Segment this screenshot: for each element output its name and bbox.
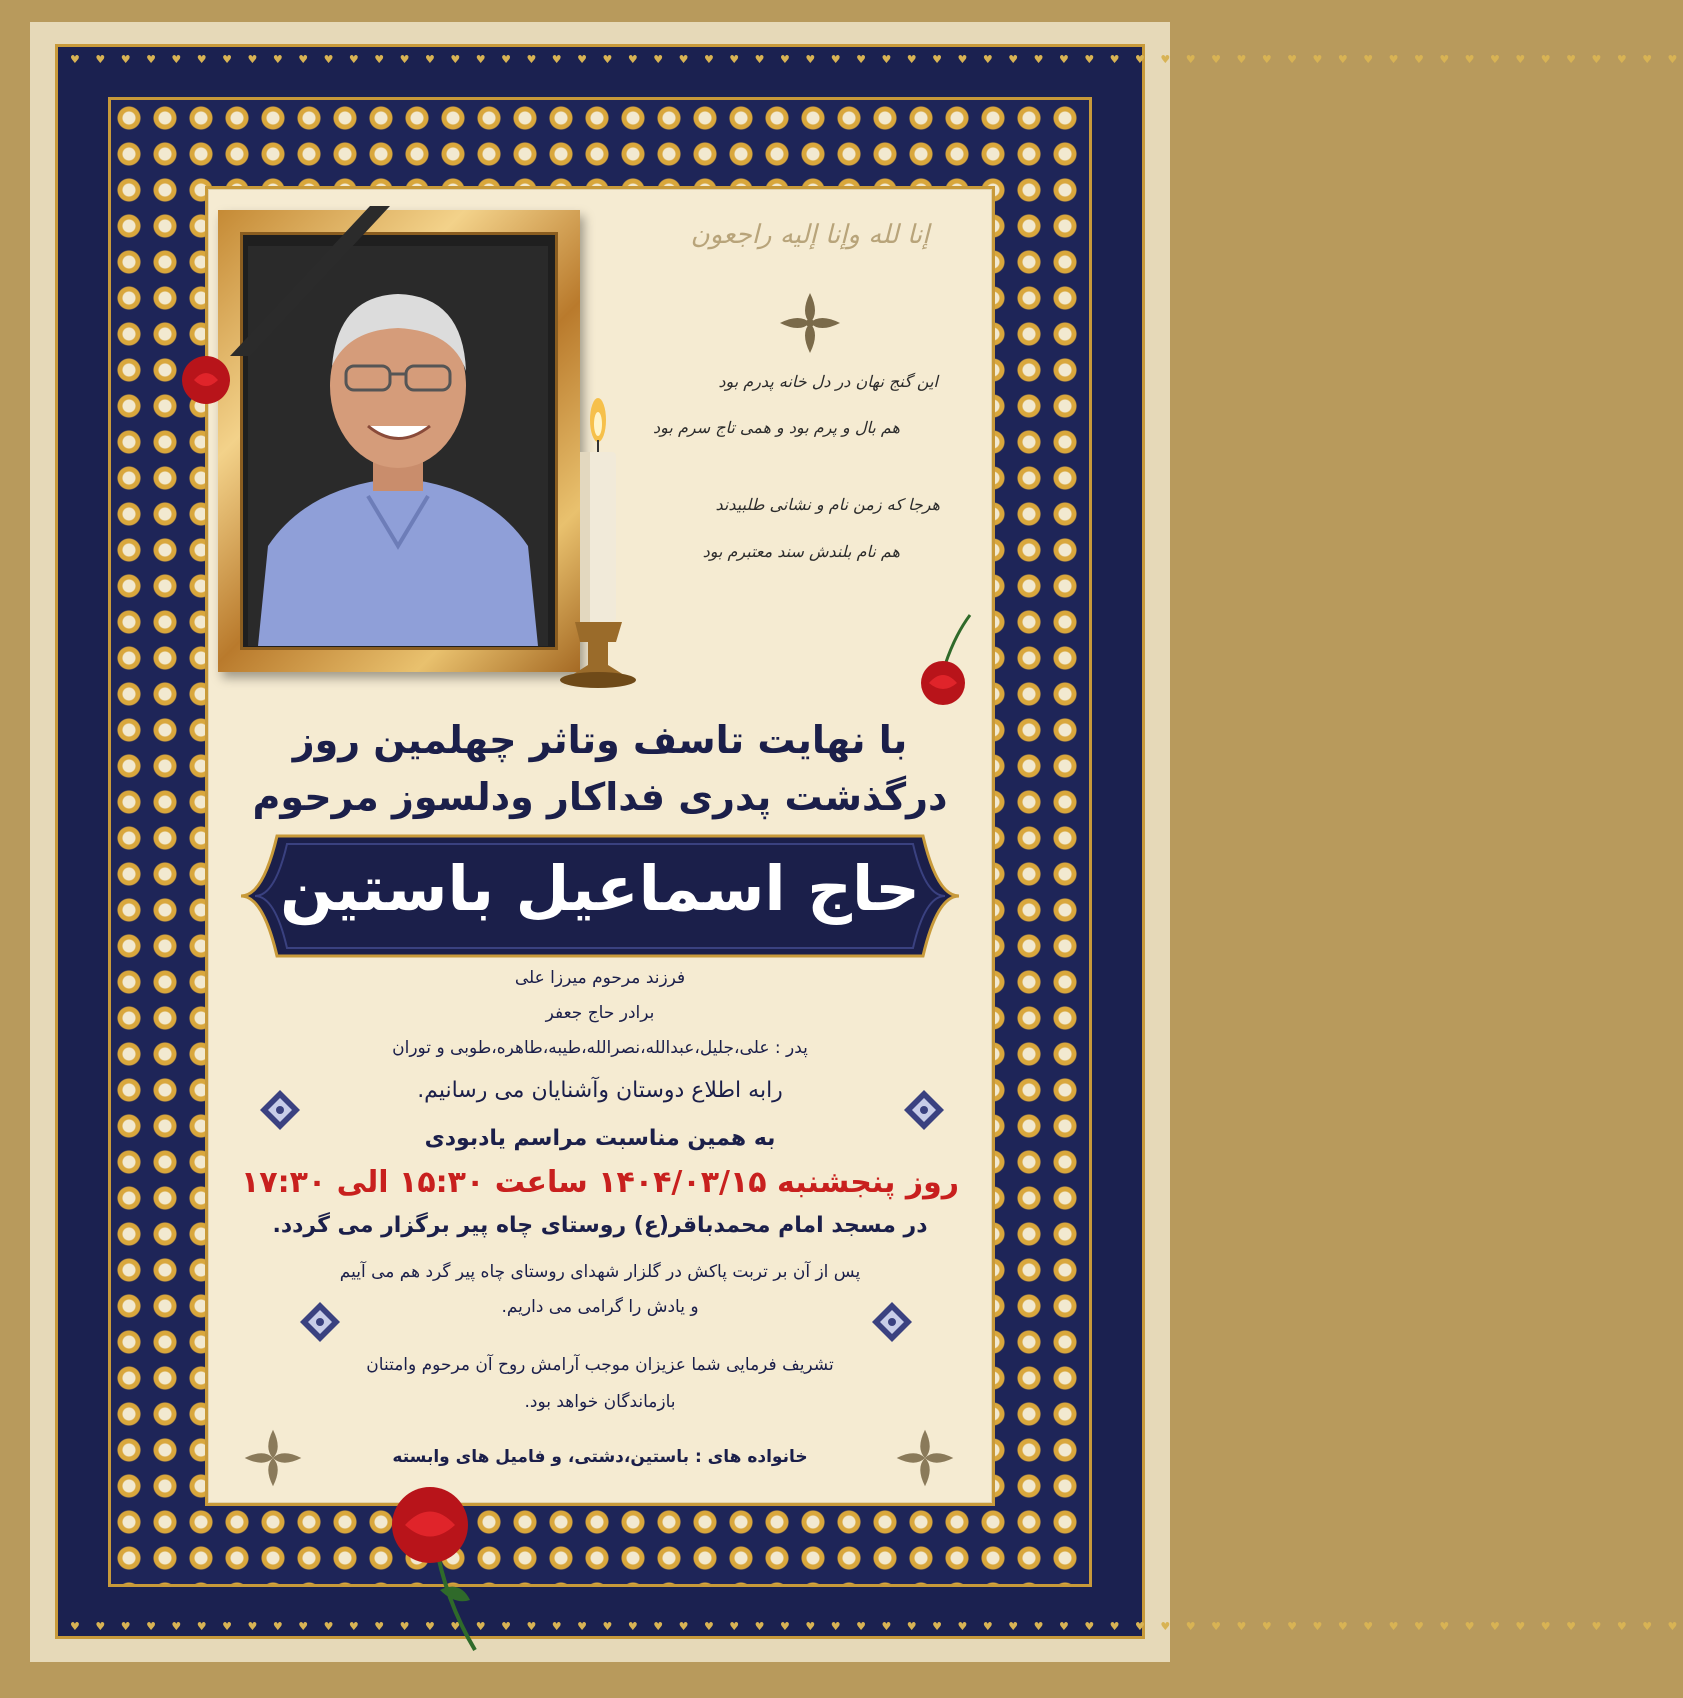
heart-border-bottom: ♥ ♥ ♥ ♥ ♥ ♥ ♥ ♥ ♥ ♥ ♥ ♥ ♥ ♥ ♥ ♥ ♥ ♥ ♥ ♥ ♥ ♥ ♥ ♥ ♥ ♥ ♥ ♥ ♥ ♥ ♥ ♥ ♥ ♥ ♥ ♥ ♥ ♥ ♥ ♥ ♥ ♥ ♥ ♥ ♥ ♥ ♥ ♥ ♥ ♥ ♥ ♥ ♥ ♥ ♥ ♥ ♥ ♥ ♥ ♥ ♥ ♥ ♥ ♥ bbox=[70, 1620, 1683, 1633]
brother-of: برادر حاج جعفر bbox=[545, 1003, 655, 1023]
ceremony-title: به همین مناسبت مراسم یادبودی bbox=[424, 1126, 776, 1151]
father-of: پدر : علی،جلیل،عبدالله،نصرالله،طیبه،طاهره،طوبی و توران bbox=[392, 1038, 808, 1058]
heart-border-top: ♥ ♥ ♥ ♥ ♥ ♥ ♥ ♥ ♥ ♥ ♥ ♥ ♥ ♥ ♥ ♥ ♥ ♥ ♥ ♥ ♥ ♥ ♥ ♥ ♥ ♥ ♥ ♥ ♥ ♥ ♥ ♥ ♥ ♥ ♥ ♥ ♥ ♥ ♥ ♥ ♥ ♥ ♥ ♥ ♥ ♥ ♥ ♥ ♥ ♥ ♥ ♥ ♥ ♥ ♥ ♥ ♥ ♥ ♥ ♥ ♥ ♥ ♥ ♥ bbox=[70, 53, 1683, 66]
poem-line-4: هم نام بلندش سند معتبرم بود bbox=[702, 542, 900, 561]
mourning-ribbon bbox=[210, 206, 390, 356]
attendance-line-1: تشریف فرمایی شما عزیزان موجب آرامش روح آن مرحوم وامتنان bbox=[366, 1355, 834, 1375]
families-line: خانواده های : باستین،دشتی، و فامیل های وابسته bbox=[392, 1447, 808, 1467]
ceremony-location: در مسجد امام محمدباقر(ع) روستای چاه پیر برگزار می گردد. bbox=[272, 1213, 928, 1238]
deceased-name: حاج اسماعیل باستین bbox=[280, 852, 920, 925]
ceremony-datetime: روز پنجشنبه ۱۴۰۴/۰۳/۱۵ ساعت ۱۵:۳۰ الی ۱۷:۳۰ bbox=[240, 1165, 960, 1200]
poem-line-3: هرجا که زمن نام و نشانی طلبیدند bbox=[715, 495, 940, 514]
rose-icon bbox=[178, 352, 234, 408]
poem-line-1: این گنج نهان در دل خانه پدرم بود bbox=[718, 372, 938, 391]
poem-line-2: هم بال و پرم بود و همی تاج سرم بود bbox=[653, 418, 900, 437]
after-ceremony-2: و یادش را گرامی می داریم. bbox=[501, 1297, 699, 1317]
ornament-icon bbox=[892, 1425, 958, 1491]
after-ceremony-1: پس از آن بر تربت پاکش در گلزار شهدای روستای چاه پیر گرد هم می آییم bbox=[339, 1262, 861, 1282]
inform-line: رابه اطلاع دوستان وآشنایان می رسانیم. bbox=[417, 1078, 783, 1103]
ornament-icon bbox=[775, 288, 845, 358]
headline-1: با نهایت تاسف وتاثر چهلمین روز bbox=[292, 718, 908, 762]
attendance-line-2: بازماندگان خواهد بود. bbox=[524, 1392, 676, 1412]
son-of: فرزند مرحوم میرزا علی bbox=[514, 968, 686, 988]
ornament-icon bbox=[870, 1300, 914, 1344]
ornament-icon bbox=[298, 1300, 342, 1344]
rose-icon bbox=[915, 615, 975, 710]
quran-verse: إنا لله وإنا إليه راجعون bbox=[690, 220, 930, 250]
rose-icon bbox=[385, 1480, 485, 1650]
headline-2: درگذشت پدری فداکار ودلسوز مرحوم bbox=[252, 775, 948, 819]
ornament-icon bbox=[240, 1425, 306, 1491]
